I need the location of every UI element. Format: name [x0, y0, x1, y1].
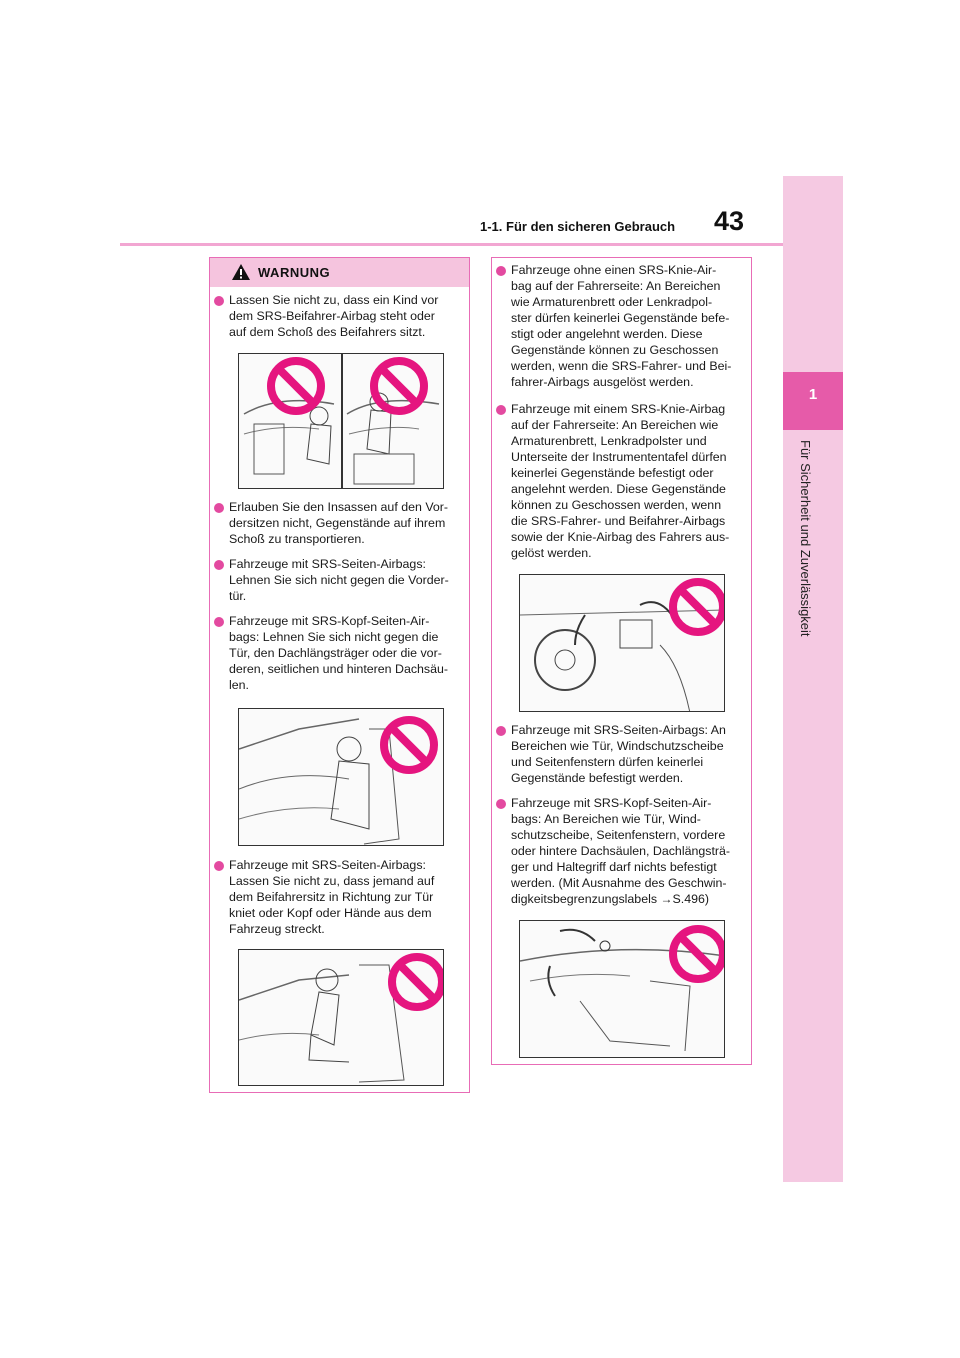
illustration-child-front-seat [238, 353, 444, 489]
chapter-label: Für Sicherheit und Zuverlässigkeit [798, 440, 813, 637]
bullet-text: Erlauben Sie den Insassen auf den Vor- dersitzen nicht, Gegenstände auf ihrem Schoß zu transportieren. [229, 500, 449, 546]
prohibition-icon [271, 361, 321, 411]
bullet-text: Fahrzeuge mit SRS-Kopf-Seiten-Air- bags: An Bereichen wie Tür, Wind- schutzscheibe, Seitenfenstern, vordere oder hintere Dachsäulen, Dachlängsträ- ger und Haltegriff darf nichts befestigt werden. (Mit Ausnahme des Geschwin- digkeitsbegrenzungslabels →S.496) [511, 796, 731, 906]
illustration-dashboard [519, 574, 725, 712]
warning-label: WARNUNG [258, 265, 331, 280]
bullet-text: Fahrzeuge ohne einen SRS-Knie-Air- bag auf der Fahrerseite: An Bereichen wie Armaturenbrett oder Lenkradpol- ster dürfen keinerlei Gegenstände befe- stigt oder angelehnt werden. Diese Gegenstände können zu Geschossen werden, wenn die SRS-Fahrer- und Bei- fahrer-Airbags ausgelöst werden. [511, 263, 732, 389]
chapter-side-tab [783, 176, 843, 1182]
warning-header [210, 258, 469, 287]
warning-triangle-icon [231, 263, 251, 281]
bullet-dot [214, 617, 224, 627]
chapter-number: 1 [808, 386, 818, 403]
bullet-text: Fahrzeuge mit einem SRS-Knie-Airbag auf der Fahrerseite: An Bereichen wie Armaturenbrett, Lenkradpolster und Unterseite der Instrumententafel dürfen keinerlei Gegenstände befestigt oder angelehnt werden. Diese Gegenstände können zu Geschossen werden, wenn die SRS-Fahrer- und Beifahrer-Airbags sowie der Knie-Airbag des Fahrers aus- gelöst werden. [511, 402, 730, 560]
bullet-text: Lassen Sie nicht zu, dass ein Kind vor dem SRS-Beifahrer-Airbag steht oder auf dem Schoß des Beifahrers sitzt. [229, 293, 439, 339]
illustration-leaning-door [238, 708, 444, 846]
prohibition-icon [392, 957, 442, 1007]
section-title: 1-1. Für den sicheren Gebrauch [480, 219, 676, 234]
leaning-door-drawing [239, 709, 444, 846]
bullet-dot [214, 560, 224, 570]
bullet-dot [214, 503, 224, 513]
bullet-dot [496, 405, 506, 415]
child-front-seat-drawing [239, 354, 444, 489]
page-reference-arrow-icon: → [660, 892, 673, 906]
bullet-dot [496, 266, 506, 276]
page-number: 43 [714, 206, 745, 236]
bullet-text: Fahrzeuge mit SRS-Seiten-Airbags: Lassen Sie nicht zu, dass jemand auf dem Beifahrersitz in Richtung zur Tür kniet oder Kopf oder Hände aus dem Fahrzeug streckt. [229, 858, 435, 936]
bullet-dot [496, 726, 506, 736]
bullet-dot [214, 296, 224, 306]
page-reference-link[interactable]: S.496) [672, 892, 709, 906]
warning-panel-right [491, 257, 752, 1065]
roof-pillar-drawing [520, 921, 725, 1058]
dashboard-drawing [520, 575, 725, 712]
header-rule [120, 243, 783, 246]
kneeling-passenger-drawing [239, 950, 444, 1086]
bullet-text: Fahrzeuge mit SRS-Seiten-Airbags: An Bereichen wie Tür, Windschutzscheibe und Seitenfenstern dürfen keinerlei Gegenstände befestigt werden. [511, 723, 726, 785]
bullet-dot [496, 799, 506, 809]
prohibition-icon [673, 582, 723, 632]
bullet-dot [214, 861, 224, 871]
bullet-text: Fahrzeuge mit SRS-Kopf-Seiten-Air- bags: Lehnen Sie sich nicht gegen die Tür, den Dachlängsträger oder die vor- deren, seitlichen und hinteren Dachsäu- len. [229, 614, 449, 692]
prohibition-icon [384, 720, 434, 770]
illustration-roof-pillar [519, 920, 725, 1058]
illustration-kneeling-passenger [238, 949, 444, 1086]
prohibition-icon [374, 361, 424, 411]
bullet-text: Fahrzeuge mit SRS-Seiten-Airbags: Lehnen Sie sich nicht gegen die Vorder- tür. [229, 557, 449, 603]
warning-panel-left [209, 257, 470, 1093]
